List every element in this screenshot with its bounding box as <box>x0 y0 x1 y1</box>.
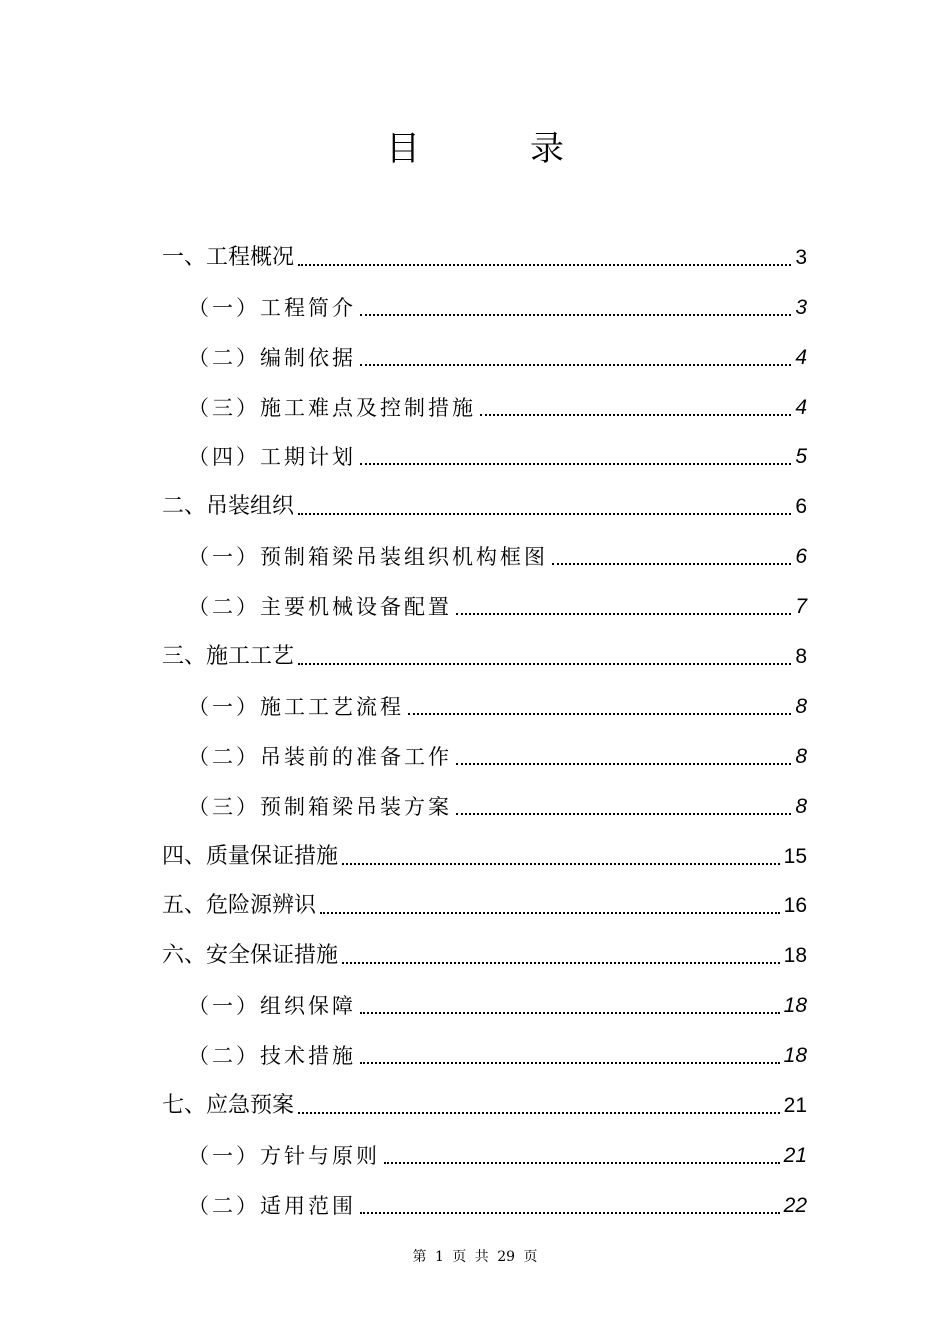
toc-entry-section[interactable] <box>162 1073 807 1123</box>
toc-entry-label: （三）预制箱梁吊装方案 <box>188 794 452 819</box>
toc-dot-leader <box>298 512 791 515</box>
toc-entry-subsection[interactable] <box>162 524 807 574</box>
toc-entry-section[interactable] <box>162 874 807 924</box>
table-of-contents <box>162 225 807 1223</box>
toc-entry-label: （二）适用范围 <box>188 1193 356 1218</box>
toc-entry-label: （四）工期计划 <box>188 445 356 470</box>
toc-entry-subsection[interactable] <box>162 774 807 824</box>
title-char-1: 目 <box>386 129 420 169</box>
toc-dot-leader <box>456 812 791 815</box>
toc-entry-page-number: 22 <box>783 1193 807 1217</box>
toc-entry-section[interactable] <box>162 474 807 524</box>
toc-entry-subsection[interactable] <box>162 1173 807 1223</box>
toc-entry-section[interactable] <box>162 624 807 674</box>
toc-dot-leader <box>360 363 791 366</box>
toc-entry-page-number: 18 <box>783 1044 807 1068</box>
toc-entry-subsection[interactable] <box>162 275 807 325</box>
toc-entry-section[interactable] <box>162 225 807 275</box>
toc-entry-page-number: 3 <box>795 245 807 269</box>
toc-entry-section[interactable] <box>162 824 807 874</box>
toc-dot-leader <box>552 562 791 565</box>
toc-entry-page-number: 6 <box>795 545 807 569</box>
toc-entry-page-number: 4 <box>795 395 807 419</box>
toc-entry-subsection[interactable] <box>162 724 807 774</box>
toc-entry-label: 六、安全保证措施 <box>162 943 339 969</box>
toc-dot-leader <box>298 662 791 665</box>
page-title <box>0 124 950 174</box>
toc-entry-subsection[interactable] <box>162 425 807 475</box>
toc-entry-label: 三、施工工艺 <box>162 644 295 670</box>
toc-dot-leader <box>320 911 780 914</box>
toc-entry-page-number: 8 <box>795 645 807 669</box>
toc-entry-page-number: 3 <box>795 295 807 319</box>
toc-entry-label: （一）工程简介 <box>188 295 356 320</box>
toc-entry-label: （二）吊装前的准备工作 <box>188 744 452 769</box>
toc-entry-subsection[interactable] <box>162 674 807 724</box>
toc-entry-page-number: 6 <box>795 495 807 519</box>
toc-entry-subsection[interactable] <box>162 325 807 375</box>
toc-entry-page-number: 4 <box>795 345 807 369</box>
toc-dot-leader <box>480 413 791 416</box>
toc-entry-page-number: 18 <box>783 944 807 968</box>
toc-dot-leader <box>298 1111 780 1114</box>
toc-entry-label: （一）预制箱梁吊装组织机构框图 <box>188 545 548 570</box>
toc-entry-subsection[interactable] <box>162 574 807 624</box>
toc-entry-page-number: 5 <box>795 445 807 469</box>
toc-entry-page-number: 15 <box>783 844 807 868</box>
toc-entry-page-number: 7 <box>795 595 807 619</box>
toc-entry-page-number: 21 <box>783 1143 807 1167</box>
toc-entry-page-number: 8 <box>795 744 807 768</box>
toc-entry-page-number: 16 <box>783 894 807 918</box>
toc-entry-subsection[interactable] <box>162 1023 807 1073</box>
toc-entry-page-number: 18 <box>783 994 807 1018</box>
toc-entry-section[interactable] <box>162 923 807 973</box>
toc-entry-label: 二、吊装组织 <box>162 494 295 520</box>
toc-dot-leader <box>384 1161 780 1164</box>
toc-entry-label: （一）组织保障 <box>188 994 356 1019</box>
toc-dot-leader <box>342 961 780 964</box>
toc-entry-label: （一）方针与原则 <box>188 1143 380 1168</box>
toc-entry-page-number: 8 <box>795 694 807 718</box>
toc-dot-leader <box>360 462 791 465</box>
toc-entry-label: （三）施工难点及控制措施 <box>188 395 476 420</box>
toc-entry-label: 七、应急预案 <box>162 1093 295 1119</box>
toc-dot-leader <box>408 712 791 715</box>
toc-dot-leader <box>360 313 791 316</box>
toc-entry-label: 四、质量保证措施 <box>162 843 339 869</box>
toc-entry-page-number: 21 <box>783 1094 807 1118</box>
toc-entry-label: （二）编制依据 <box>188 345 356 370</box>
toc-entry-label: 五、危险源辨识 <box>162 893 317 919</box>
title-char-2: 录 <box>530 129 564 169</box>
toc-dot-leader <box>456 612 791 615</box>
toc-dot-leader <box>298 263 791 266</box>
toc-entry-subsection[interactable] <box>162 973 807 1023</box>
toc-entry-label: （二）技术措施 <box>188 1044 356 1069</box>
toc-dot-leader <box>360 1061 780 1064</box>
toc-dot-leader <box>360 1011 780 1014</box>
toc-dot-leader <box>342 862 780 865</box>
toc-dot-leader <box>360 1211 780 1214</box>
toc-entry-label: 一、工程概况 <box>162 244 295 270</box>
toc-dot-leader <box>456 762 791 765</box>
toc-entry-subsection[interactable] <box>162 1123 807 1173</box>
page-footer: 第 1 页 共 29 页 <box>412 1249 538 1265</box>
toc-entry-subsection[interactable] <box>162 375 807 425</box>
toc-entry-label: （一）施工工艺流程 <box>188 694 404 719</box>
toc-entry-label: （二）主要机械设备配置 <box>188 595 452 620</box>
toc-entry-page-number: 8 <box>795 794 807 818</box>
